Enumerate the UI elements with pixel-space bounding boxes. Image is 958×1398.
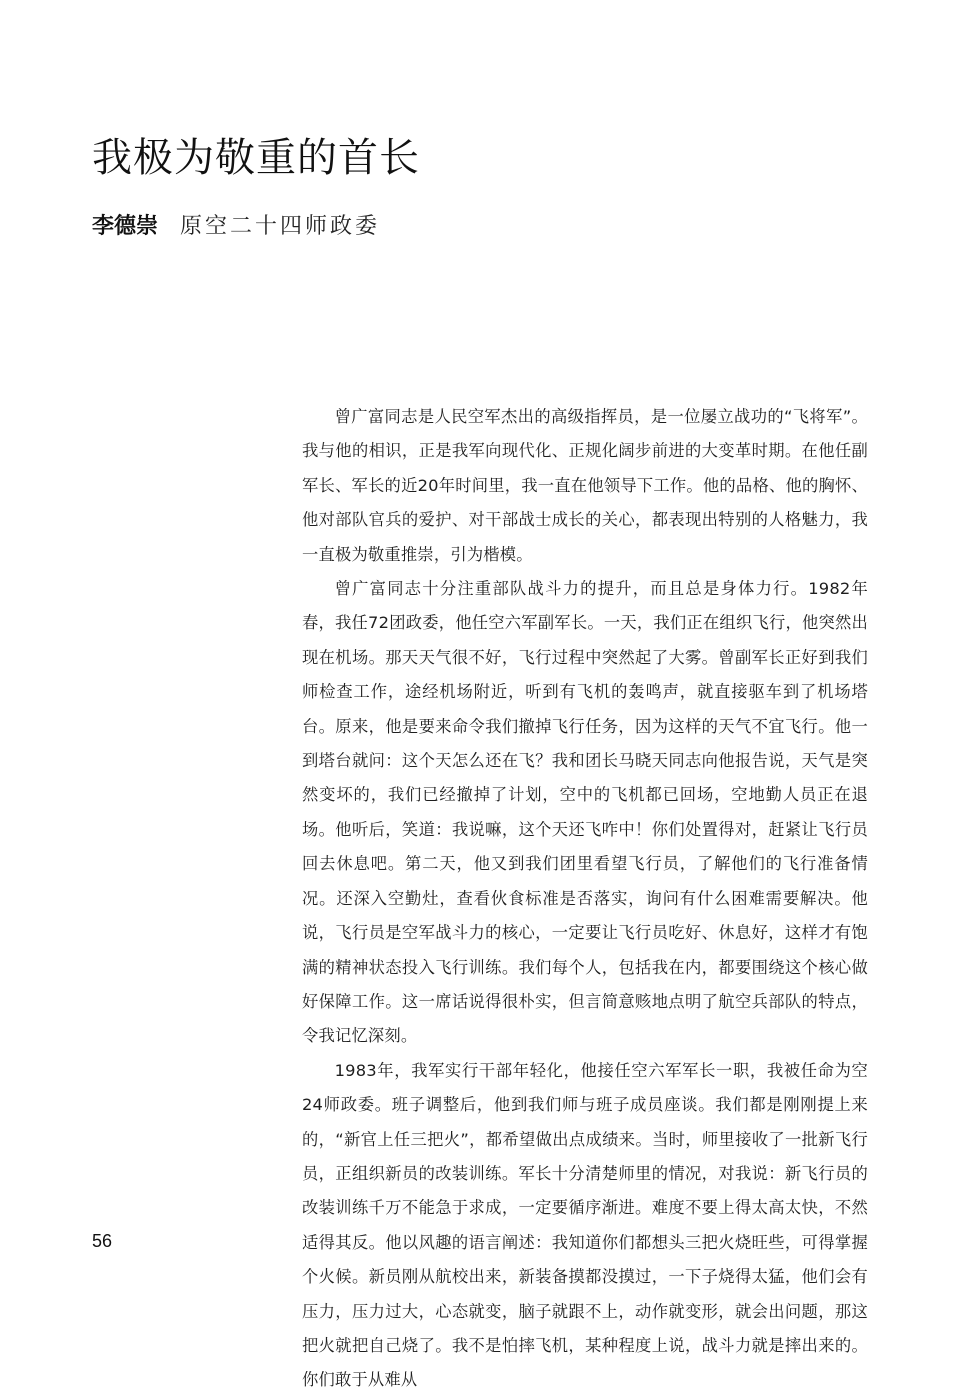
page-number: 56 (92, 1231, 113, 1251)
byline (92, 212, 380, 242)
body-paragraph: 曾广富同志十分注重部队战斗力的提升，而且总是身体力行。1982年春，我任72团政委，他任空六军副军长。一天，我们正在组织飞行，他突然出现在机场。那天天气很不好，飞行过程中突然起了大雾。曾副军长正好到我们师检查工作，途经机场附近，听到有飞机的轰鸣声，就直接驱车到了机场塔台。原来，他是要来命令我们撤掉飞行任务，因为这样的天气不宜飞行。他一到塔台就问：这个天怎么还在飞？我和团长马晓天同志向他报告说，天气是突然变坏的，我们已经撤掉了计划，空中的飞机都已回场，空地勤人员正在退场。他听后，笑道：我说嘛，这个天还飞咋中！你们处置得对，赶紧让飞行员回去休息吧。第二天，他又到我们团里看望飞行员，了解他们的飞行准备情况。还深入空勤灶，查看伙食标准是否落实，询问有什么困难需要解决。他说，飞行员是空军战斗力的核心，一定要让飞行员吃好、休息好，这样才有饱满的精神状态投入飞行训练。我们每个人，包括我在内，都要围绕这个核心做好保障工作。这一席话说得很朴实，但言简意赅地点明了航空兵部队的特点，令我记忆深刻。 (302, 579, 868, 1046)
author-name: 李德崇 (92, 214, 159, 239)
body-paragraph: 1983年，我军实行干部年轻化，他接任空六军军长一职，我被任命为空24师政委。班子调整后，他到我们师与班子成员座谈。我们都是刚刚提上来的，“新官上任三把火”，都希望做出点成绩来。当时，师里接收了一批新飞行员，正组织新员的改装训练。军长十分清楚师里的情况，对我说：新飞行员的改装训练千万不能急于求成，一定要循序渐进。难度不要上得太高太快，不然适得其反。他以风趣的语言阐述：我知道你们都想头三把火烧旺些，可得掌握个火候。新员刚从航校出来，新装备摸都没摸过，一下子烧得太猛，他们会有压力，压力过大，心态就变，脑子就跟不上，动作就变形，就会出问题，那这把火就把自己烧了。我不是怕摔飞机，某种程度上说，战斗力就是摔出来的。你们敢于从难从 (302, 1060, 868, 1390)
article-title: 我极为敬重的首长 (92, 135, 420, 181)
body-paragraph: 曾广富同志是人民空军杰出的高级指挥员，是一位屡立战功的“飞将军”。我与他的相识，正是我军向现代化、正规化阔步前进的大变革时期。在他任副军长、军长的近20年时间里，我一直在他领导下工作。他的品格、他的胸怀、他对部队官兵的爱护、对干部战士成长的关心，都表现出特别的人格魅力，我一直极为敬重推崇，引为楷模。 (302, 407, 868, 564)
author-role: 原空二十四师政委 (180, 214, 381, 239)
article-body (302, 400, 868, 1398)
